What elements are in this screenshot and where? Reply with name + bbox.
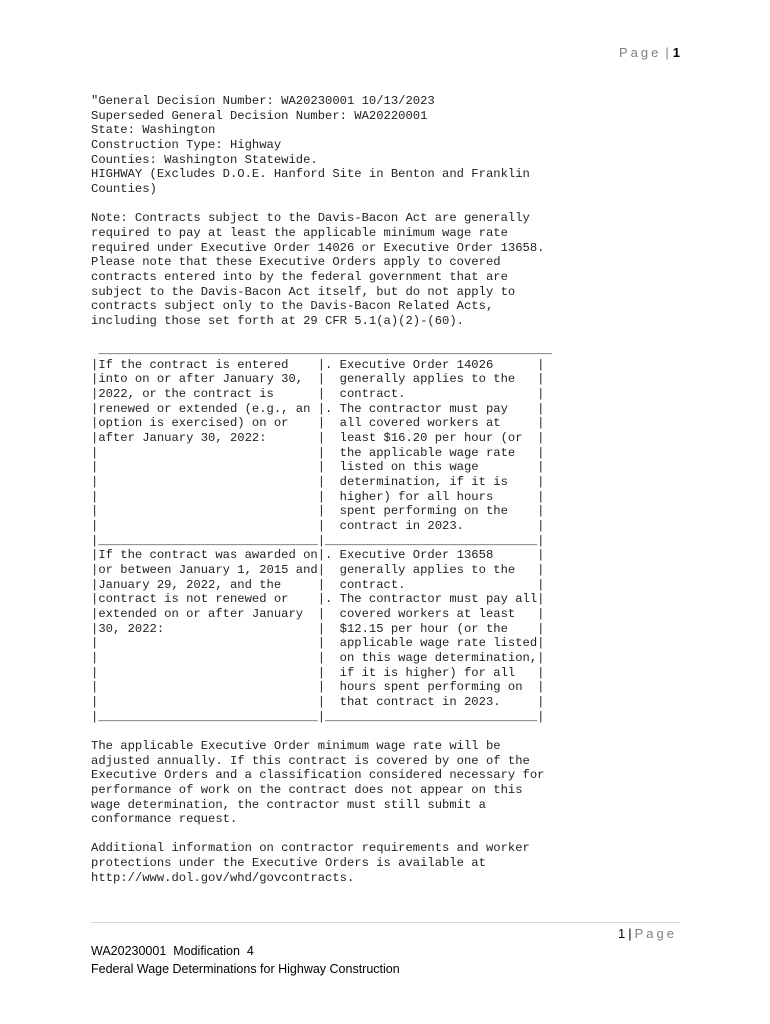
- footer-doc-title: Federal Wage Determinations for Highway Construction: [91, 962, 400, 976]
- footer-separator: |: [628, 926, 632, 941]
- footer-doc-id: WA20230001 Modification 4: [91, 944, 254, 958]
- header-page-label: Page: [619, 45, 662, 60]
- additional-info-paragraph: Additional information on contractor requirements and worker protections under the Executive Orders is available at http://www.dol.gov/whd/govcontracts.: [91, 841, 530, 885]
- header-page-number: 1: [672, 45, 680, 60]
- footer-divider: [91, 922, 680, 923]
- document-footer: [91, 942, 400, 978]
- document-body: [91, 94, 552, 885]
- decision-info: "General Decision Number: WA20230001 10/13/2023 Superseded General Decision Number: WA20220001 State: Washington Construction Type: Highway Counties: Washington Statewide. HIGHWAY (Excludes D.O.E. Hanford Site in Benton and Franklin Counties): [91, 94, 530, 196]
- davis-bacon-note: Note: Contracts subject to the Davis-Bacon Act are generally required to pay at least the applicable minimum wage rate required under Executive Order 14026 or Executive Order 13658. Please note that these Executive Orders apply to covered contracts entered into by the federal government that are subject to the Davis-Bacon Act itself, but do not apply to contracts subject only to the Davis-Bacon Related Acts, including those set forth at 29 CFR 5.1(a)(2)-(60).: [91, 211, 545, 328]
- adjustment-paragraph: The applicable Executive Order minimum wage rate will be adjusted annually. If this contract is covered by one of the Executive Orders and a classification considered necessary for performance of work on the contract does not appear on this wage determination, the contractor must still submit a conformance request.: [91, 738, 545, 827]
- footer-page-number: 1: [618, 926, 626, 941]
- page-footer: [618, 926, 677, 941]
- footer-page-label: Page: [634, 926, 677, 941]
- executive-order-table: ______________________________________________________________ |If the contract is entered |. Executive Order 14026 | |into on or after January 30, | generally applies to the | |2022, or the contract is | contract. | |renewed or extended (e.g., an |. The contractor must pay | |option is exercised) on or | all covered workers at | |after January 30, 2022: | least $16.20 per hour (or | | | the applicable wage rate | | | listed on this wage | | | determination, if it is | | | higher) for all hours | | | spent performing on the | | | contract in 2023. | |______________________________|_____________________________| |If the contract was awarded on|. Executive Order 13658 | |or between January 1, 2015 and| generally applies to the | |January 29, 2022, and the | contract. | |contract is not renewed or |. The contractor must pay all| |extended on or after January | covered workers at least | |30, 2022: | $12.15 per hour (or the | | | applicable wage rate listed| | | on this wage determination,| | | if it is higher) for all | | | hours spent performing on | | | that contract in 2023. | |______________________________|_____________________________|: [91, 343, 552, 724]
- page-header: [619, 45, 680, 60]
- header-separator: |: [665, 45, 669, 60]
